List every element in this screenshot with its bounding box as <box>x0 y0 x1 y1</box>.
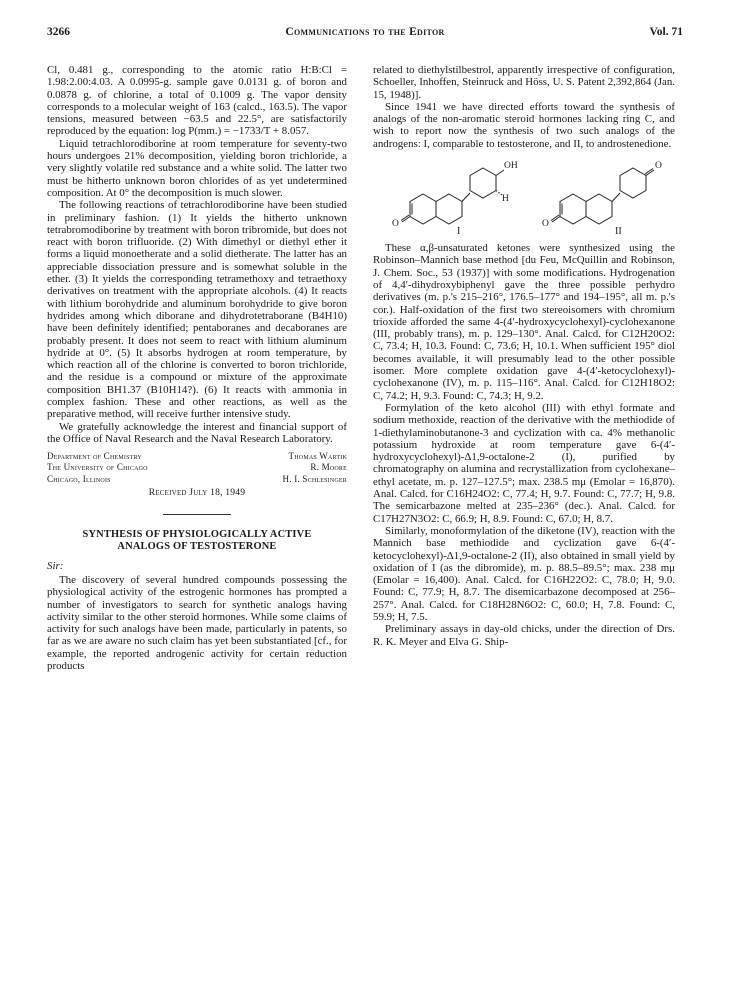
ring-d-I <box>470 168 496 198</box>
paragraph: The discovery of several hundred compounds possessing the physiological activity of the estrogenic hormones has prompted a number of investigators to search for synthetic analogs having activity similar to the other steroid hormones. While some claims of activity for such analogs have been made, particularly in patents, so far as we are aware no such claim has yet been substantiated [cf., for example, the reported androgenic activity for certain reduction products <box>47 573 347 672</box>
paragraph: These α,β-unsaturated ketones were synthesized using the Robinson–Mannich base method [du Feu, McQuillin and Robinson, J. Chem. Soc., 53 (1937)] with some modifications. Hydrogenation of 4,4′-dihydroxybiphenyl gave the three possible perhydro derivatives (m. p.'s 215–216°, 176.5–177° and 194–195°, all m. p.'s cor.). Half-oxidation of the first two stereoisomers with chromium trioxide afforded the same 4-(4′-hydroxycyclohexyl)-cyclohexanone (III, probably trans), m. p. 129–130°. Anal. Calcd. for C12H20O2: C, 73.4; H, 10.3. Found: C, 73.6; H, 10.1. When sufficient 195° diol becomes available, it will presumably lead to the other possible isomer. More complete oxidation gave 4-(4′-ketocyclohexyl)-cyclohexanone (IV), m. p. 115–116°. Anal. Calcd. for C12H18O2: C, 74.2; H, 9.3. Found: C, 74.3; H, 9.2. <box>373 242 675 402</box>
paragraph: related to diethylstilbestrol, apparently irrespective of configuration, Schoeller, Inhoffen, Steinruck and Höss, U. S. Patent 2,392,864 (Jan. 15, 1948)]. <box>373 64 675 101</box>
affiliation-line: The University of Chicago <box>47 462 148 473</box>
linking-bond-I <box>462 193 470 202</box>
paragraph: The following reactions of tetrachlorodiborine have been studied in preliminary fashion. (1) It yields the hitherto unknown tetrabromodiborine by treatment with boron tribromide, but does not react with boron trifluoride. (2) With dimethyl or diethyl ether it forms a liquid monoetherate and a solid dietherate. The latter has an appreciable dissociation pressure and is somewhat soluble in the ether. (3) It yields the corresponding tetramethoxy and tetraethoxy derivatives on treatment with the appropriate alcohols. (4) It reacts with lithium borohydride and aluminum borohydride to give boron hydrides among which diborane and dihydrotetraborane (B4H10) have been definitely identified; pentaboranes and decaboranes are probably present. It does not seem to react with lithium aluminum hydride at 0°. (5) It absorbs hydrogen at room temperature, by which reaction all of the chlorine is converted to boron trichloride, and the residue is a compound or mixture of the approximate composition BH1.37 (B10H14?). (6) It reacts with ammonia in complex fashion. These and other reactions, as well as the preparative method, will receive further intensive study. <box>47 199 347 421</box>
running-title: Communications to the Editor <box>285 26 445 38</box>
affiliation-line: Chicago, Illinois <box>47 473 111 484</box>
oxygen-label: O <box>655 161 662 172</box>
paragraph: Liquid tetrachlorodiborine at room temperature for seventy-two hours undergoes 21% decomposition, yielding boron trichloride, a very slightly volatile red substance and a white solid. The latter two must be hitherto unknown boron chlorides of as yet undetermined composition. At 0° the decomposition is much slower. <box>47 137 347 199</box>
paragraph: Cl, 0.481 g., corresponding to the atomic ratio H:B:Cl = 1.98:2.00:4.03. A 0.0995-g. sample gave 0.0131 g. of boron and 0.0878 g. of chlorine, a total of 0.1009 g. The vapor density corresponds to a molecular weight of 163 (calcd., 163.5). The vapor tensions, measured between −63.5 and 22.5°, are satisfactorily reproduced by the equation: log P(mm.) = −1733/T + 8.057. <box>47 64 347 138</box>
ring-a-II <box>560 194 586 224</box>
chemical-structures <box>373 156 675 238</box>
ring-b-II <box>586 194 612 224</box>
section-title <box>47 529 347 553</box>
paragraph: Formylation of the keto alcohol (III) with ethyl formate and sodium methoxide, reaction of the derivative with the methiodide of 1-diethylaminobutanone-3 and cyclization with ca. 4% methanolic potassium hydroxide at room temperature gave 6-(4′-hydroxycyclohexyl)-Δ1,9-octalone-2 (I), purified by chromatography on alumina and recrystallization from cyclohexane–ethyl acetate, m. p. 127–127.5°; max. 238.5 mμ (Emolar = 16,870). Anal. Calcd. for C16H24O2: C, 77.4; H, 9.7. Found: C, 77.7; H, 9.8. The semicarbazone melted at 235–236° (dec.). Anal. Calcd. for C17H27N3O2: C, 66.9; H, 8.9. Found: C, 67.0; H, 8.7. <box>373 401 675 525</box>
author-name: Thomas Wartik <box>288 451 347 462</box>
structure-drawing <box>373 156 675 238</box>
section-title-line: SYNTHESIS OF PHYSIOLOGICALLY ACTIVE <box>82 529 312 541</box>
oxygen-label: O <box>542 219 549 230</box>
left-column <box>47 64 347 672</box>
linking-bond-II <box>612 193 620 202</box>
volume-label: Vol. 71 <box>649 26 683 38</box>
ring-a-I <box>410 194 436 224</box>
author-name: H. I. Schlesinger <box>282 473 347 484</box>
received-date: Received July 18, 1949 <box>148 486 246 498</box>
oxygen-label: O <box>392 219 399 230</box>
ring-b-I <box>436 194 462 224</box>
paragraph: Preliminary assays in day-old chicks, under the direction of Drs. R. K. Meyer and Elva G. Ship- <box>373 623 675 648</box>
compound-label-II: II <box>615 226 622 238</box>
affiliation-row <box>47 474 347 485</box>
section-divider <box>163 514 231 515</box>
affiliation-line: Department of Chemistry <box>47 451 142 462</box>
page-number: 3266 <box>47 26 70 38</box>
paragraph: We gratefully acknowledge the interest and financial support of the Office of Naval Research and the Naval Research Laboratory. <box>47 420 347 445</box>
section-title-line: ANALOGS OF TESTOSTERONE <box>117 540 277 552</box>
page-header <box>47 26 683 42</box>
paragraph: Since 1941 we have directed efforts toward the synthesis of analogs of the non-aromatic steroid hormones lacking ring C, and wish to report now the synthesis of two such analogs of the androgens: I, comparable to testosterone, and II, to androstenedione. <box>373 100 675 150</box>
ring-d-II <box>620 168 646 198</box>
hydroxyl-label: OH <box>504 161 518 172</box>
salutation: Sir: <box>47 559 64 572</box>
paragraph: Similarly, monoformylation of the diketone (IV), reaction with the Mannich base methiodide and cyclization gave 6-(4′-ketocyclohexyl)-Δ1,9-octalone-2 (II), also obtained in small yield by oxidation of I (as the dibromide), m. p. 88.5–89.5°; max. 238 mμ (Emolar = 16,400). Anal. Calcd. for C16H22O2: C, 78.0; H, 9.0. Found: C, 77.9; H, 8.7. The disemicarbazone decomposed at 256–257°. Anal. Calcd. for C18H28N6O2: C, 60.0; H, 7.8. Found: C, 59.9; H, 7.5. <box>373 524 675 623</box>
hydroxyl-bond <box>496 170 504 176</box>
hydrogen-label: H <box>502 194 509 205</box>
compound-label-I: I <box>457 226 461 238</box>
author-name: R. Moore <box>310 462 347 473</box>
affiliation-row <box>47 462 347 473</box>
affiliation-row <box>47 451 347 462</box>
right-column <box>373 64 675 648</box>
author-affiliation <box>47 451 347 498</box>
